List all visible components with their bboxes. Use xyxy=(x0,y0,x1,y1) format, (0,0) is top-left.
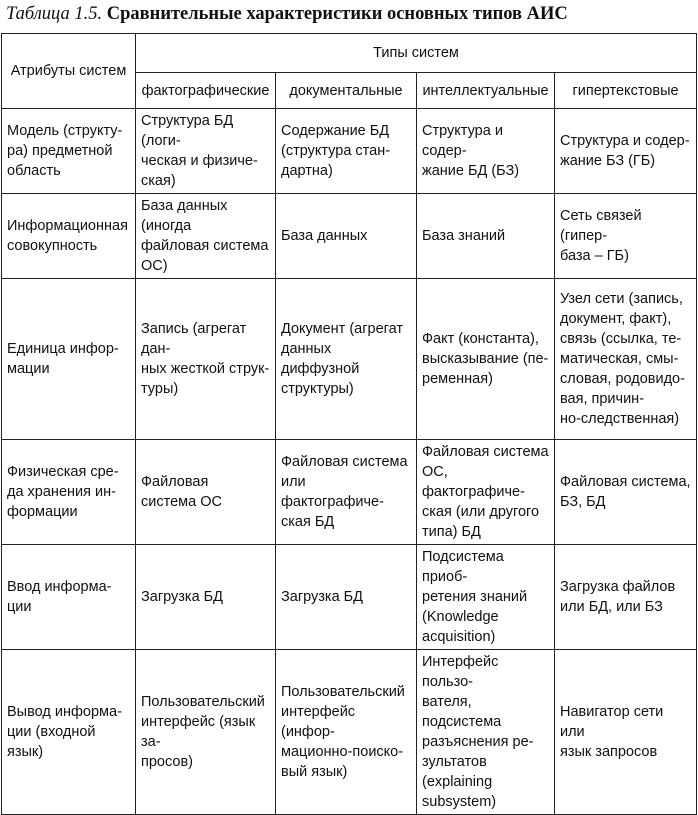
header-row-top xyxy=(2,34,697,73)
table-row xyxy=(2,109,697,194)
table-cell: Структура и содер- жание БД (БЗ) xyxy=(417,109,555,194)
table-cell: Интерфейс пользо- вателя, подсистема разъяснения ре- зультатов (explaining subsystem) xyxy=(417,650,555,815)
row-attribute: Единица инфор- мации xyxy=(2,279,136,440)
table-cell: Файловая система ОС xyxy=(136,440,276,545)
table-cell: Загрузка БД xyxy=(276,545,417,650)
column-header: интеллектуальные xyxy=(417,73,555,109)
table-row xyxy=(2,194,697,279)
table-cell: Структура БД (логи- ческая и физиче- ская) xyxy=(136,109,276,194)
table-caption xyxy=(6,4,696,25)
table-cell: Сеть связей (гипер- база – ГБ) xyxy=(555,194,697,279)
table-cell: Узел сети (запись, документ, факт), связь (ссылка, те- матическая, смы- словая, родовидо- вая, причин- но-следственная) xyxy=(555,279,697,440)
table-cell: Загрузка файлов или БД, или БЗ xyxy=(555,545,697,650)
column-header: фактографические xyxy=(136,73,276,109)
table-row xyxy=(2,279,697,440)
table-row xyxy=(2,650,697,815)
table-cell: База знаний xyxy=(417,194,555,279)
table-cell: Файловая система ОС, фактографиче- ская (или другого типа) БД xyxy=(417,440,555,545)
table-cell: Пользовательский интерфейс (язык за- просов) xyxy=(136,650,276,815)
table-cell: Содержание БД (структура стан- дартна) xyxy=(276,109,417,194)
table-cell: Запись (агрегат дан- ных жесткой струк- туры) xyxy=(136,279,276,440)
row-attribute: Информационная совокупность xyxy=(2,194,136,279)
table-cell: База данных xyxy=(276,194,417,279)
table-cell: Файловая система или фактографиче- ская БД xyxy=(276,440,417,545)
column-header: документальные xyxy=(276,73,417,109)
table-cell: Навигатор сети или язык запросов xyxy=(555,650,697,815)
table-row xyxy=(2,545,697,650)
comparison-table xyxy=(1,33,697,815)
row-attribute: Ввод информа- ции xyxy=(2,545,136,650)
column-header: гипертекстовые xyxy=(555,73,697,109)
header-attributes: Атрибуты систем xyxy=(2,34,136,109)
table-cell: Загрузка БД xyxy=(136,545,276,650)
table-cell: Пользовательский интерфейс (инфор- мационно-поиско- вый язык) xyxy=(276,650,417,815)
row-attribute: Модель (структу- ра) предметной область xyxy=(2,109,136,194)
row-attribute: Физическая сре- да хранения ин- формации xyxy=(2,440,136,545)
table-cell: Структура и содер- жание БЗ (ГБ) xyxy=(555,109,697,194)
header-system-types: Типы систем xyxy=(136,34,697,73)
table-cell: База данных (иногда файловая система ОС) xyxy=(136,194,276,279)
row-attribute: Вывод информа- ции (входной язык) xyxy=(2,650,136,815)
table-cell: Файловая система, БЗ, БД xyxy=(555,440,697,545)
table-cell: Подсистема приоб- ретения знаний (Knowledge acquisition) xyxy=(417,545,555,650)
table-title: Сравнительные характеристики основных типов АИС xyxy=(106,4,568,24)
table-cell: Факт (константа), высказывание (пе- ременная) xyxy=(417,279,555,440)
table-row xyxy=(2,440,697,545)
table-number: Таблица 1.5. xyxy=(6,4,103,24)
table-cell: Документ (агрегат данных диффузной структуры) xyxy=(276,279,417,440)
